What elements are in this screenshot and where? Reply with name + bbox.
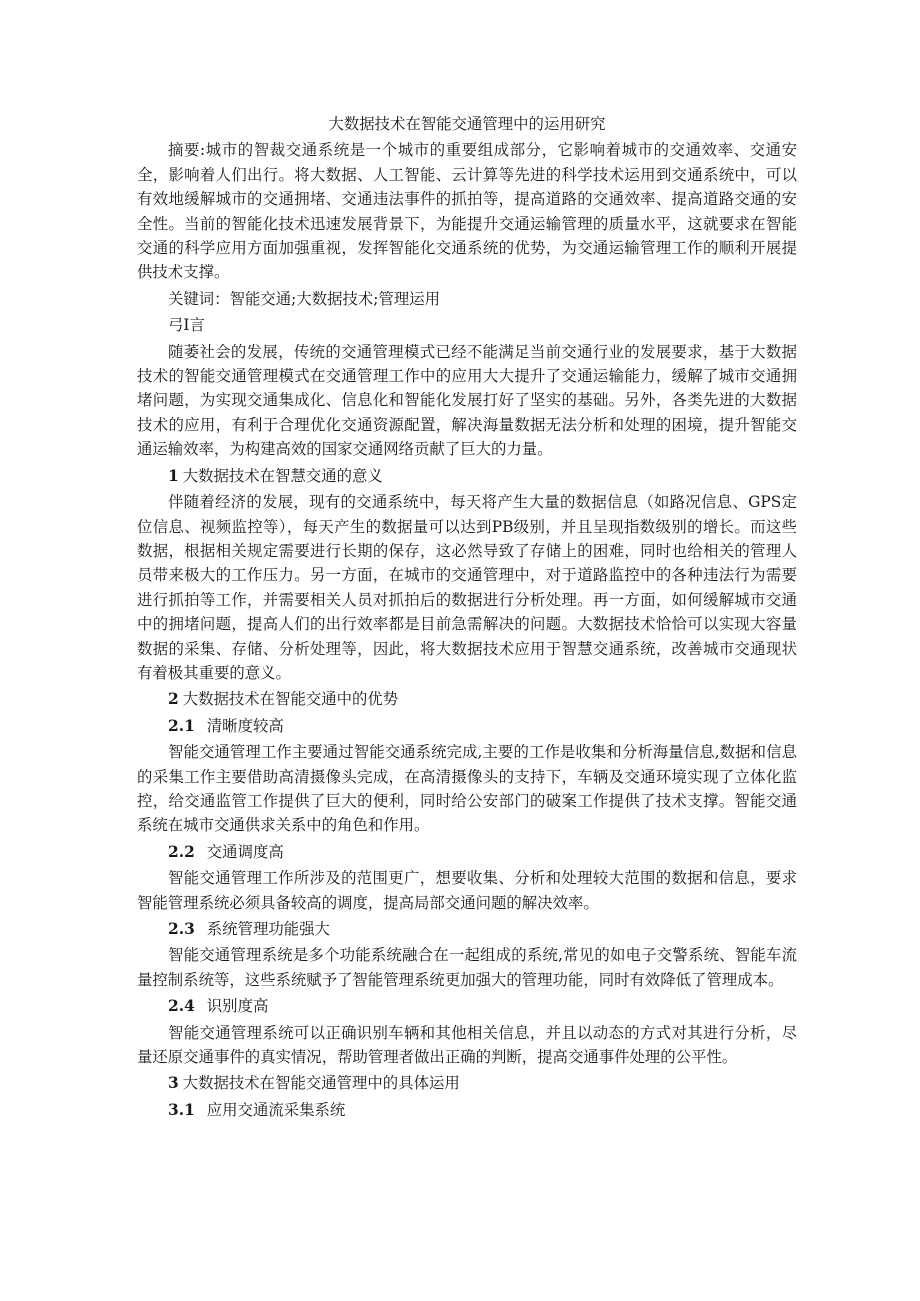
subsection-title: 清晰度较高 [206, 716, 284, 735]
section-2-2-paragraph: 智能交通管理工作所涉及的范围更广，想要收集、分析和处理较大范围的数据和信息，要求智能管理系统必须具备较高的调度，提高局部交通问题的解决效率。 [137, 869, 797, 912]
subsection-number: 2.2 [168, 842, 195, 861]
section-2-3-heading [137, 917, 797, 941]
section-number: 2 [168, 690, 179, 709]
subsection-title: 系统管理功能强大 [206, 920, 330, 938]
section-3-heading [137, 1071, 797, 1095]
page-title: 大数据技术在智能交通管理中的运用研究 [328, 115, 606, 133]
subsection-title: 识别度高 [206, 997, 269, 1016]
section-2-4-heading [137, 994, 797, 1018]
section-2-2-heading [137, 840, 797, 864]
section-title: 大数据技术在智能交通中的优势 [182, 690, 399, 709]
subsection-number: 2.1 [168, 716, 195, 735]
section-1-paragraph: 伴随着经济的发展，现有的交通系统中，每天将产生大量的数据信息（如路况信息、GPS定位信息、视频监控等），每天产生的数据量可以达到PB级别，并且呈现指数级别的增长。而这些数据，根据相关规定需要进行长期的保存，这必然导致了存储上的困难，同时也给相关的管理人员带来极大的工作压力。另一方面，在城市的交通管理中，对于道路监控中的各种违法行为需要进行抓拍等工作，并需要相关人员对抓拍后的数据进行分析处理。再一方面，如何缓解城市交通中的拥堵问题，提高人们的出行效率都是目前急需解决的问题。大数据技术恰恰可以实现大容量数据的采集、存储、分析处理等，因此，将大数据技术应用于智慧交通系统，改善城市交通现状有着极其重要的意义。 [137, 493, 797, 682]
section-2-1-heading [137, 714, 797, 738]
intro-heading: 弓I言 [168, 316, 205, 335]
subsection-number: 3.1 [168, 1100, 195, 1119]
section-number: 1 [168, 466, 179, 485]
section-2-4-paragraph: 智能交通管理系统可以正确识别车辆和其他相关信息，并且以动态的方式对其进行分析，尽量还原交通事件的真实情况，帮助管理者做出正确的判断，提高交通事件处理的公平性。 [137, 1023, 797, 1067]
subsection-title: 交通调度高 [206, 842, 284, 861]
subsection-title: 应用交通流采集系统 [206, 1100, 346, 1119]
section-2-3-paragraph: 智能交通管理系统是多个功能系统融合在一起组成的系统,常见的如电子交警系统、智能车流量控制系统等，这些系统赋予了智能管理系统更加强大的管理功能，同时有效降低了管理成本。 [137, 946, 797, 989]
subsection-number: 2.3 [168, 920, 195, 938]
intro-paragraph: 随萎社会的发展，传统的交通管理模式已经不能满足当前交通行业的发展要求，基于大数据技术的智能交通管理模式在交通管理工作中的应用大大提升了交通运输能力，缓解了城市交通拥堵问题，为实现交通集成化、信息化和智能化发展打好了坚实的基础。另外，各类先进的大数据技术的应用，有利于合理优化交通资源配置，解决海量数据无法分析和处理的困境，提升智能交通运输效率，为构建高效的国家交通网络贡献了巨大的力量。 [137, 342, 797, 459]
section-title: 大数据技术在智慧交通的意义 [182, 466, 383, 485]
keywords-line: 关键词：智能交通;大数据技术;管理运用 [168, 289, 441, 308]
section-2-heading [137, 687, 797, 711]
section-1-heading [137, 464, 797, 488]
section-number: 3 [168, 1074, 179, 1093]
subsection-number: 2.4 [168, 997, 195, 1016]
section-3-1-heading [137, 1098, 797, 1122]
section-title: 大数据技术在智能交通管理中的具体运用 [182, 1074, 460, 1093]
abstract-paragraph: 摘要:城市的智裁交通系统是一个城市的重要组成部分，它影响着城市的交通效率、交通安全，影响着人们出行。将大数据、人工智能、云计算等先进的科学技术运用到交通系统中，可以有效地缓解城市的交通拥堵、交通违法事件的抓拍等，提高道路的交通效率、提高道路交通的安全性。当前的智能化技术迅速发展背景下，为能提升交通运输管理的质量水平，这就要求在智能交通的科学应用方面加强重视，发挥智能化交通系统的优势，为交通运输管理工作的顺利开展提供技术支撑。 [137, 141, 797, 282]
document-body [137, 112, 797, 1124]
section-2-1-paragraph: 智能交通管理工作主要通过智能交通系统完成,主要的工作是收集和分析海量信息,数据和信息的采集工作主要借助高清摄像头完成，在高清摄像头的支持下，车辆及交通环境实现了立体化监控，给交通监管工作提供了巨大的便利，同时给公安部门的破案工作提供了技术支撑。智能交通系统在城市交通供求关系中的角色和作用。 [137, 743, 797, 835]
